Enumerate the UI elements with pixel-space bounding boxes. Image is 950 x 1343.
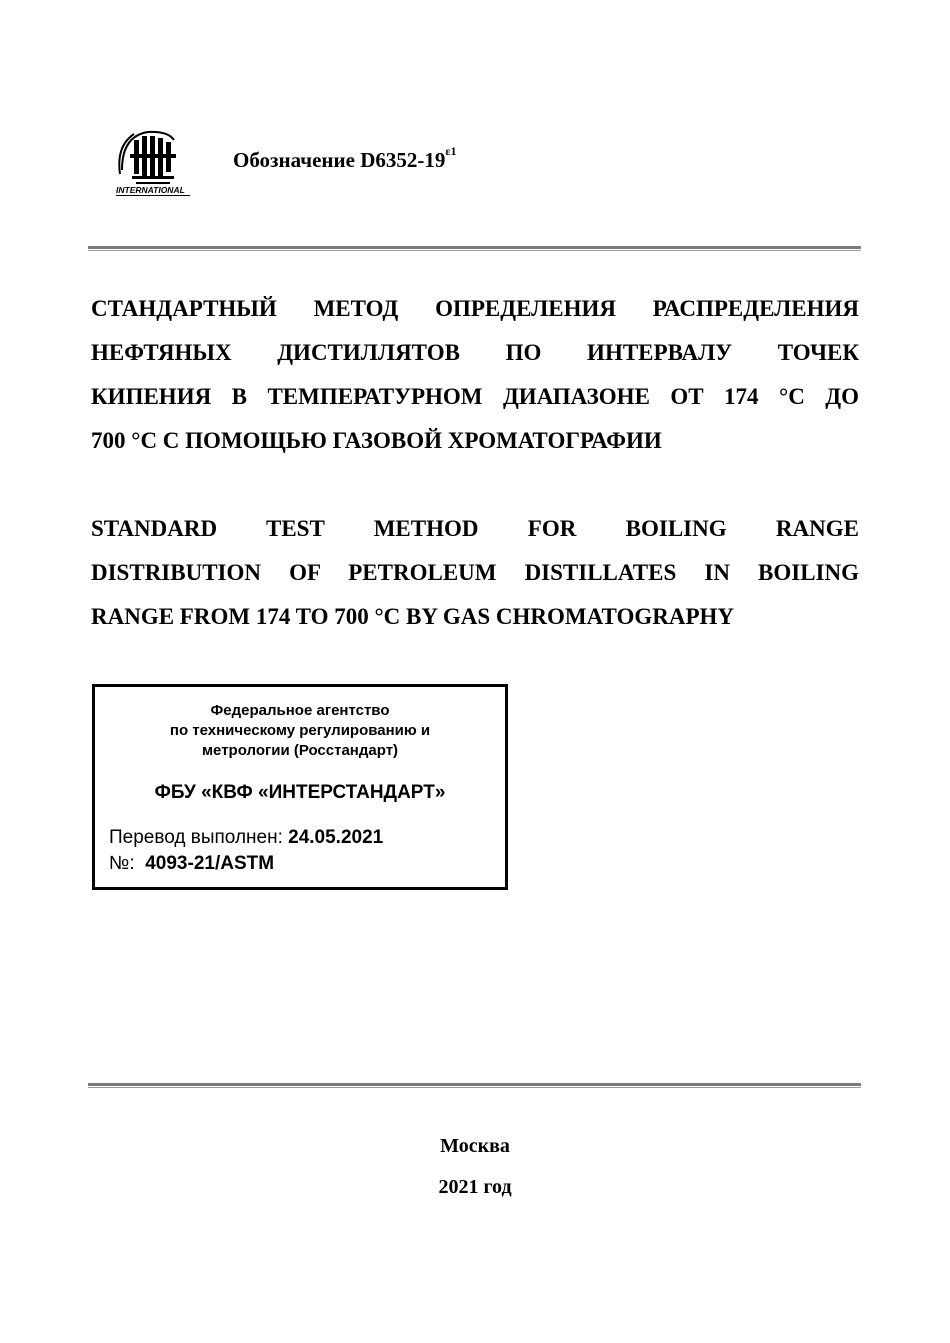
title-en-line: DISTRIBUTION OF PETROLEUM DISTILLATES IN BOILING xyxy=(91,560,859,585)
astm-logo-icon xyxy=(112,126,196,198)
title-russian xyxy=(91,287,859,463)
stamp-number-label: №: xyxy=(109,853,135,874)
footer-year: 2021 год xyxy=(438,1176,512,1198)
stamp-translated-date: 24.05.2021 xyxy=(288,827,384,848)
title-english xyxy=(91,507,859,639)
title-en-line: STANDARD TEST METHOD FOR BOILING RANGE xyxy=(91,516,859,541)
stamp-agency-line: по техническому регулированию и xyxy=(169,722,431,739)
designation-superscript: ε1 xyxy=(445,144,457,158)
astm-logo xyxy=(112,126,196,198)
title-ru-line: НЕФТЯНЫХ ДИСТИЛЛЯТОВ ПО ИНТЕРВАЛУ ТОЧЕК xyxy=(91,340,859,365)
svg-text:INTERNATIONAL: INTERNATIONAL xyxy=(116,185,185,195)
stamp-number-value: 4093-21/ASTM xyxy=(145,853,275,874)
title-ru-line: СТАНДАРТНЫЙ МЕТОД ОПРЕДЕЛЕНИЯ РАСПРЕДЕЛЕНИЯ xyxy=(91,296,859,321)
translation-stamp xyxy=(92,684,508,890)
title-ru-line: КИПЕНИЯ В ТЕМПЕРАТУРНОМ ДИАПАЗОНЕ ОТ 174 °С ДО xyxy=(91,384,859,409)
bottom-divider xyxy=(88,1083,861,1089)
title-en-line: RANGE FROM 174 TO 700 °C BY GAS CHROMATOGRAPHY xyxy=(91,604,735,629)
stamp-agency xyxy=(95,701,505,761)
title-ru-line: 700 °С С ПОМОЩЬЮ ГАЗОВОЙ ХРОМАТОГРАФИИ xyxy=(91,428,662,453)
stamp-agency-line: метрологии (Росстандарт) xyxy=(201,742,399,759)
stamp-organization: ФБУ «КВФ «ИНТЕРСТАНДАРТ» xyxy=(154,782,446,803)
footer-city: Москва xyxy=(440,1135,510,1157)
stamp-translation-date xyxy=(109,827,383,849)
designation-label: Обозначение D6352-19 xyxy=(233,148,446,172)
stamp-number xyxy=(109,853,274,875)
designation xyxy=(233,144,457,173)
stamp-agency-line: Федеральное агентство xyxy=(210,702,390,719)
stamp-translated-label: Перевод выполнен: xyxy=(109,827,283,848)
top-divider xyxy=(88,246,861,252)
